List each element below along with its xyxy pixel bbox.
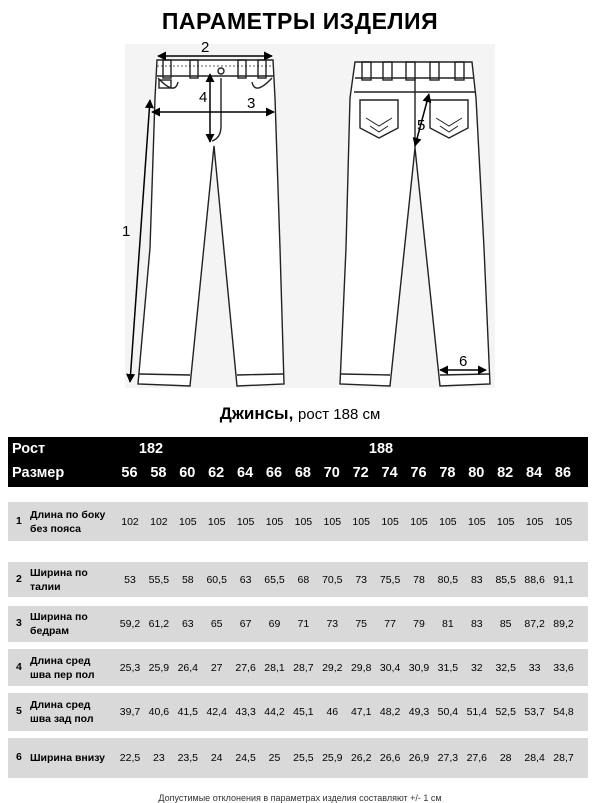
value-cell: 102 (121, 515, 139, 528)
value-cell: 63 (181, 618, 194, 630)
value-cell: 31,5 (437, 661, 459, 674)
row-parameter-name-line: Ширина внизу (30, 752, 106, 764)
value-cell: 29,2 (322, 661, 343, 674)
row-parameter-name-line: шва пер пол (30, 668, 95, 681)
row-parameter-name-line: Длина сред (30, 699, 91, 711)
value-cell: 51,4 (466, 706, 488, 718)
size-cell: 74 (381, 465, 398, 481)
row-number: 3 (16, 617, 22, 629)
size-cell: 72 (352, 465, 369, 481)
value-cell: 88,6 (524, 573, 545, 586)
value-cell: 75 (355, 618, 368, 630)
value-cell: 87,2 (524, 618, 545, 630)
row-parameter-name (30, 751, 105, 765)
row-parameter-name-line: Ширина по (30, 611, 88, 623)
size-cell: 58 (150, 465, 167, 481)
value-cell: 28,4 (524, 752, 545, 764)
row-parameter-name-line: шва зад пол (30, 713, 94, 725)
value-cell: 105 (554, 515, 573, 528)
size-header-row (8, 461, 588, 487)
value-cell: 23 (153, 752, 165, 764)
size-cell: 80 (468, 465, 485, 481)
value-cell: 91,1 (553, 573, 574, 586)
label-5: 5 (417, 117, 426, 134)
value-cell: 71 (297, 618, 310, 630)
value-cell: 65 (210, 618, 223, 630)
value-cell: 28,1 (264, 661, 285, 674)
value-cell: 24 (210, 752, 223, 764)
value-cell: 75,5 (379, 573, 401, 586)
value-cell: 105 (410, 515, 428, 528)
row-number: 5 (16, 705, 22, 717)
value-cell: 54,8 (553, 706, 574, 718)
value-cell: 73 (326, 618, 339, 630)
value-cell: 105 (468, 515, 486, 528)
label-4: 4 (199, 89, 208, 106)
value-cell: 85,5 (495, 573, 516, 586)
value-cell: 22,5 (119, 752, 141, 764)
height-value-188: 188 (368, 441, 394, 457)
value-cell: 27 (210, 661, 223, 674)
row-number: 4 (16, 660, 22, 673)
value-cell: 105 (294, 515, 313, 528)
value-cell: 28,7 (293, 661, 314, 674)
value-cell: 102 (150, 515, 168, 528)
value-cell: 78 (413, 573, 425, 586)
row-parameter-name-line: без пояса (30, 522, 82, 535)
value-cell: 70,5 (322, 573, 343, 586)
value-cell: 105 (525, 515, 544, 528)
value-cell: 25,5 (293, 752, 314, 764)
height-header-row (8, 437, 588, 461)
value-cell: 44,2 (264, 706, 285, 718)
value-cell: 53,7 (524, 706, 545, 718)
value-cell: 105 (207, 515, 226, 528)
value-cell: 105 (265, 515, 284, 528)
value-cell: 25,9 (148, 661, 170, 674)
row-parameter-name (30, 610, 88, 638)
value-cell: 42,4 (206, 706, 227, 718)
value-cell: 43,3 (235, 706, 256, 718)
row-parameter-name-line: Длина сред (30, 654, 91, 667)
value-cell: 47,1 (350, 706, 372, 718)
value-cell: 105 (496, 515, 515, 528)
value-cell: 24,5 (235, 752, 256, 764)
table-row (8, 693, 588, 731)
value-cell: 45,1 (293, 706, 314, 718)
value-cell: 89,2 (553, 618, 574, 630)
table-row (8, 606, 588, 642)
value-cell: 55,5 (148, 573, 170, 586)
page-title: ПАРАМЕТРЫ ИЗДЕЛИЯ (161, 8, 439, 34)
tolerance-note: Допустимые отклонения в параметрах изделия составляют +/- 1 см (158, 793, 442, 803)
value-cell: 105 (236, 515, 255, 528)
value-cell: 23,5 (177, 752, 199, 764)
value-cell: 28,7 (553, 752, 574, 764)
row-number: 1 (16, 514, 22, 527)
size-label: Размер (12, 465, 65, 481)
size-cell: 78 (439, 465, 456, 481)
value-cell: 60,5 (206, 573, 227, 586)
height-value-182: 182 (138, 441, 164, 457)
value-cell: 83 (470, 573, 483, 586)
value-cell: 105 (439, 515, 457, 528)
row-parameter-name-line: талии (30, 580, 61, 593)
product-height: рост 188 см (298, 406, 381, 423)
value-cell: 27,6 (235, 661, 256, 674)
value-cell: 63 (239, 573, 252, 586)
value-cell: 77 (384, 618, 396, 630)
value-cell: 41,5 (177, 706, 199, 718)
value-cell: 46 (326, 706, 339, 718)
row-number: 6 (16, 751, 22, 763)
size-cell: 70 (323, 465, 340, 481)
value-cell: 105 (352, 515, 370, 528)
label-1: 1 (122, 223, 131, 240)
row-parameter-name-line: Длина по боку (30, 508, 106, 521)
value-cell: 27,6 (466, 752, 488, 764)
value-cell: 33 (528, 661, 541, 674)
value-cell: 65,5 (264, 573, 285, 586)
size-cell: 64 (237, 465, 254, 481)
size-cell: 56 (121, 465, 138, 481)
value-cell: 50,4 (437, 706, 459, 718)
value-cell: 27,3 (437, 752, 459, 764)
size-cell: 60 (179, 465, 196, 481)
label-6: 6 (459, 353, 468, 370)
row-parameter-name (30, 654, 95, 682)
table-row (8, 562, 588, 597)
value-cell: 52,5 (495, 706, 516, 718)
product-subtitle (0, 404, 600, 424)
row-parameter-name (30, 566, 88, 594)
value-cell: 68 (297, 573, 310, 586)
label-3: 3 (247, 95, 256, 112)
value-cell: 73 (355, 573, 368, 586)
value-cell: 30,9 (408, 661, 430, 674)
table-row (8, 502, 588, 541)
value-cell: 30,4 (379, 661, 401, 674)
row-parameter-name-line: бедрам (30, 625, 70, 637)
jeans-diagram (0, 38, 600, 398)
size-cell: 66 (265, 465, 283, 481)
value-cell: 58 (181, 573, 194, 586)
value-cell: 40,6 (148, 706, 170, 718)
value-cell: 25,9 (322, 752, 343, 764)
size-cell: 84 (526, 465, 543, 481)
value-cell: 105 (323, 515, 342, 528)
size-cell: 82 (497, 465, 514, 481)
value-cell: 69 (268, 618, 281, 630)
value-cell: 53 (124, 573, 136, 586)
product-name: Джинсы, (219, 404, 294, 423)
value-cell: 26,9 (408, 752, 430, 764)
value-cell: 33,6 (553, 661, 574, 674)
row-number: 2 (16, 572, 22, 585)
value-cell: 79 (413, 618, 425, 630)
value-cell: 83 (470, 618, 483, 630)
label-2: 2 (201, 39, 210, 56)
row-parameter-name (30, 508, 105, 536)
value-cell: 85 (499, 618, 512, 630)
value-cell: 81 (442, 618, 454, 630)
table-row (8, 738, 588, 778)
value-cell: 59,2 (119, 618, 141, 630)
value-cell: 67 (239, 618, 252, 630)
size-cell: 86 (554, 465, 572, 481)
value-cell: 26,6 (379, 752, 401, 764)
value-cell: 25 (268, 752, 281, 764)
value-cell: 80,5 (437, 573, 459, 586)
value-cell: 39,7 (119, 706, 141, 718)
value-cell: 105 (179, 515, 197, 528)
value-cell: 32 (470, 661, 483, 674)
size-cell: 76 (410, 465, 427, 481)
value-cell: 25,3 (119, 661, 141, 674)
table-row (8, 649, 588, 686)
value-cell: 61,2 (148, 618, 170, 630)
row-parameter-name (30, 698, 94, 726)
value-cell: 26,4 (177, 661, 199, 674)
value-cell: 48,2 (379, 706, 401, 718)
value-cell: 29,8 (350, 661, 372, 674)
row-parameter-name-line: Ширина по (30, 566, 88, 579)
value-cell: 32,5 (495, 661, 516, 674)
value-cell: 28 (499, 752, 512, 764)
value-cell: 26,2 (350, 752, 372, 764)
size-cell: 62 (208, 465, 225, 481)
value-cell: 49,3 (408, 706, 430, 718)
height-label: Рост (12, 441, 46, 457)
size-cell: 68 (294, 465, 311, 481)
value-cell: 105 (381, 515, 399, 528)
